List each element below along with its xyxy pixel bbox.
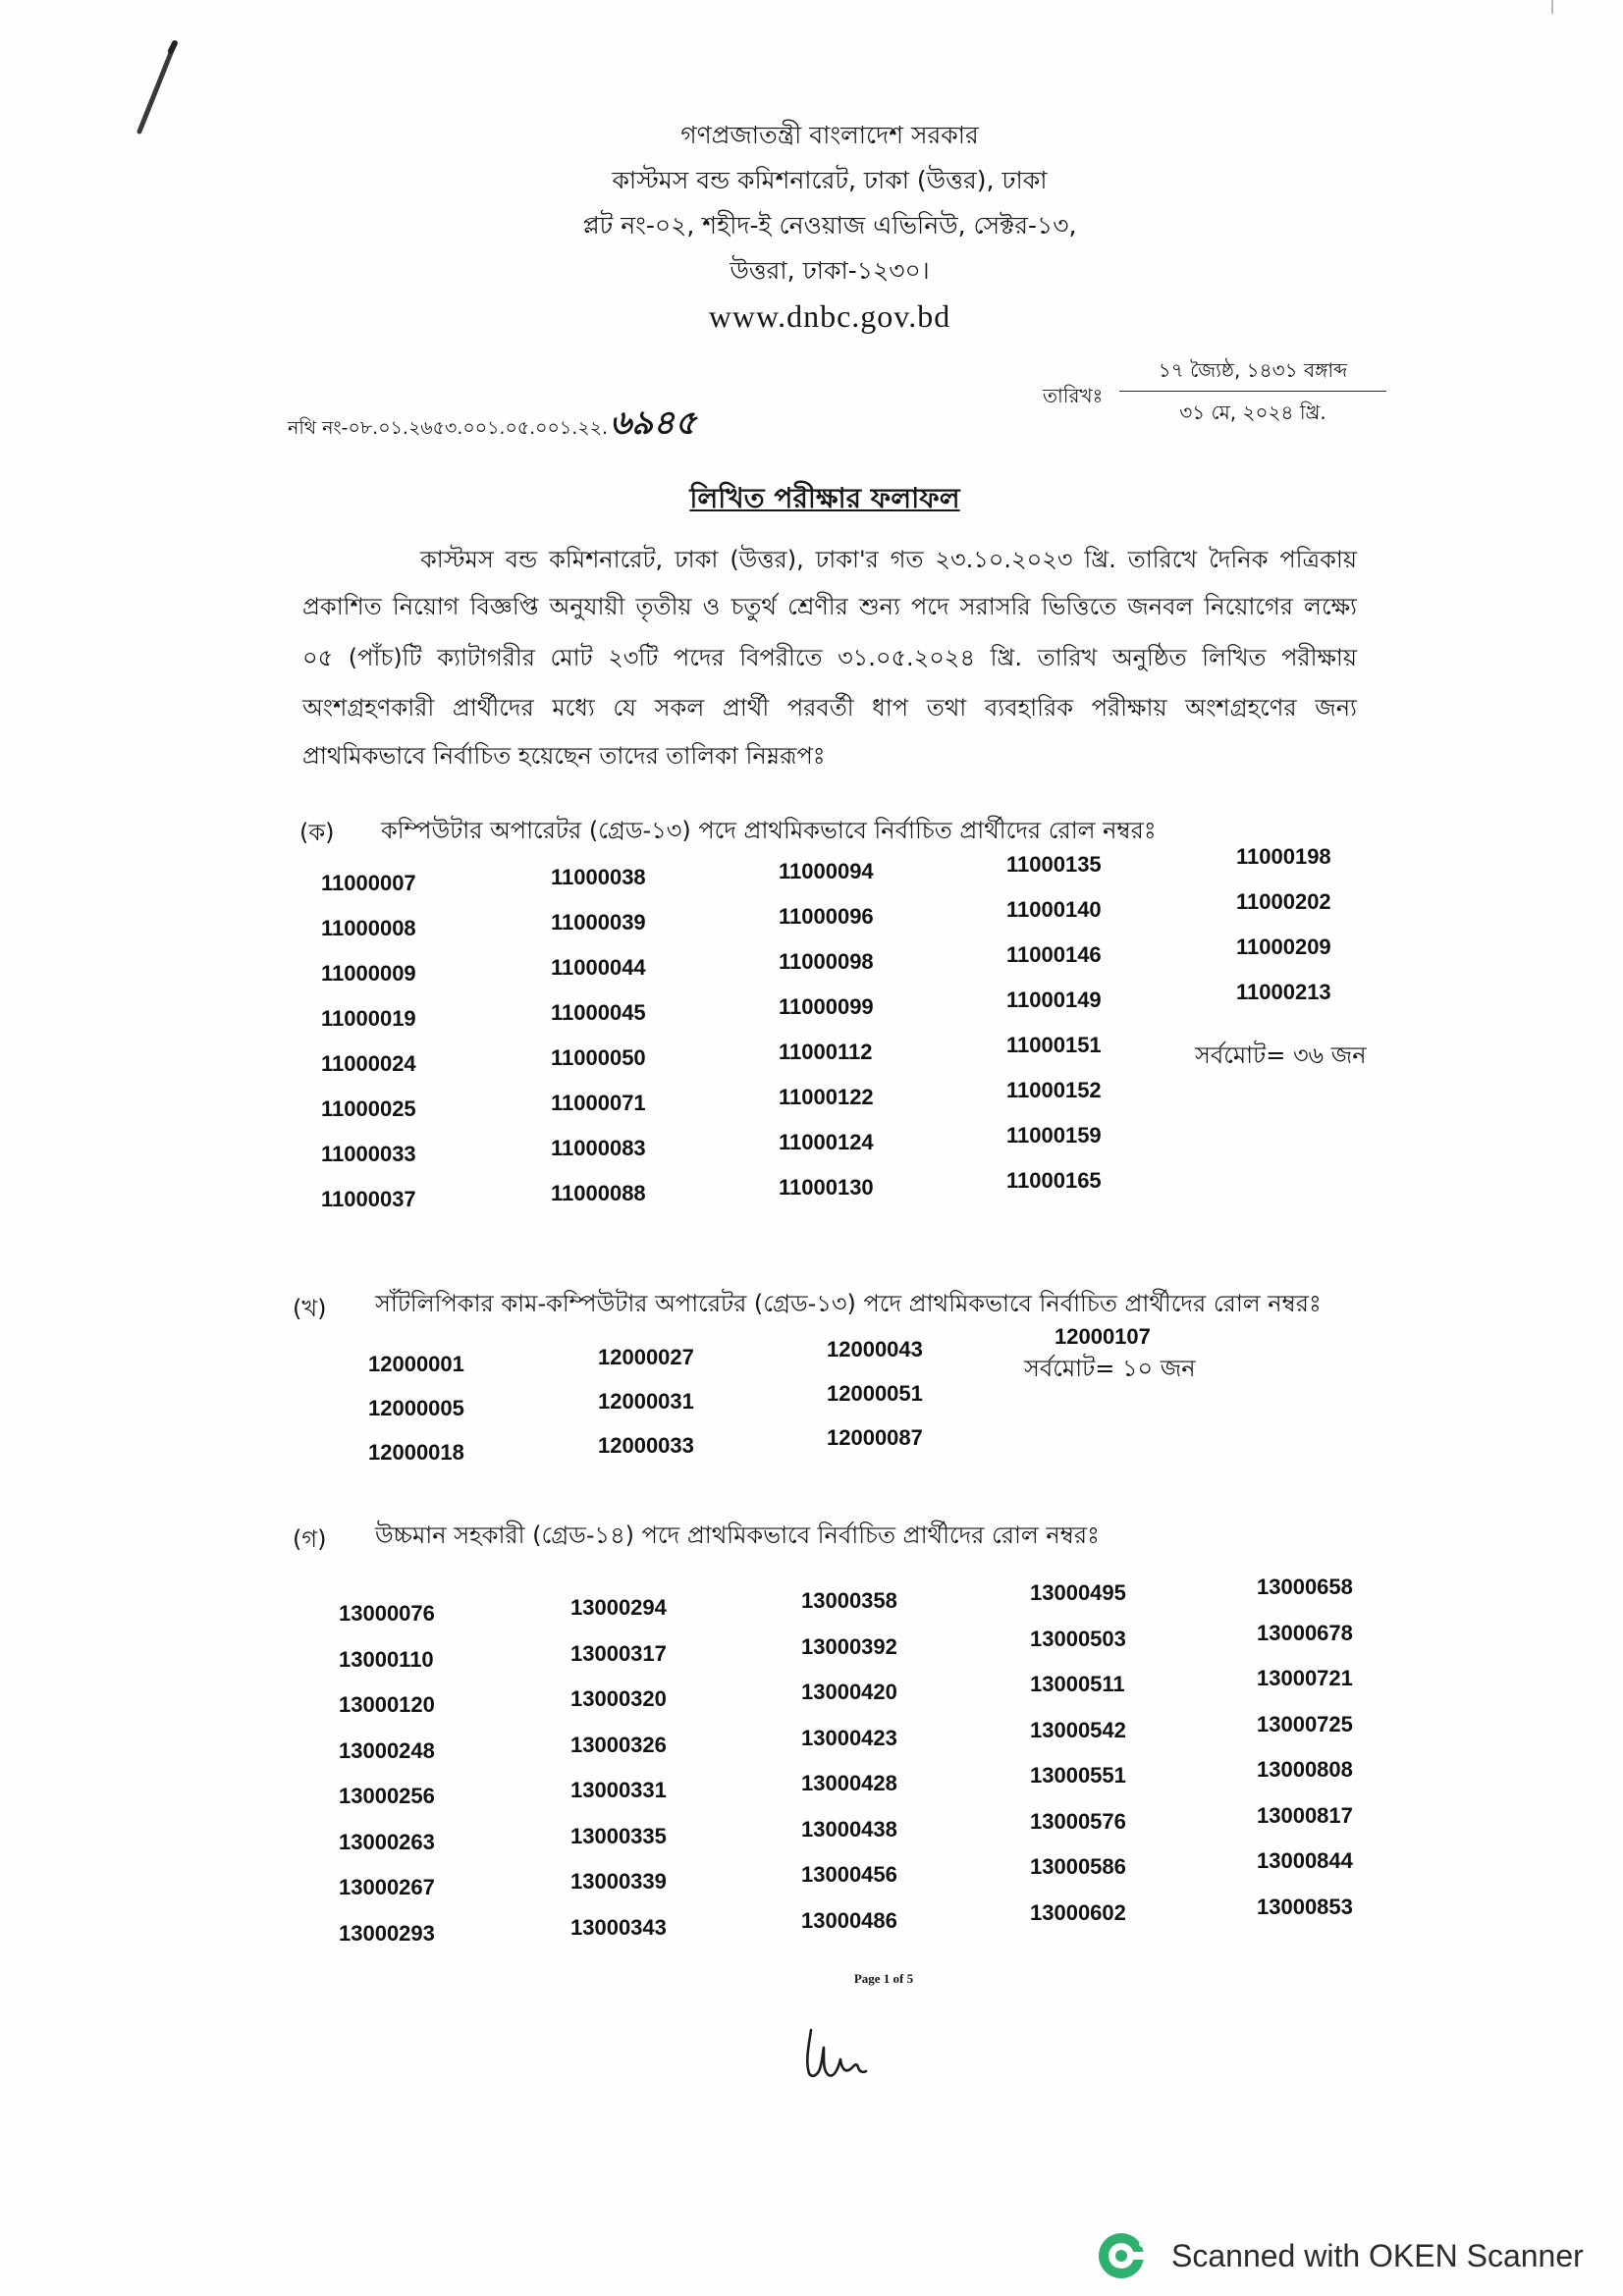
roll-number: 13000248 [339,1737,435,1763]
roll-number: 13000602 [1030,1899,1126,1925]
roll-number: 13000438 [801,1816,897,1842]
roll-number: 11000165 [1006,1168,1102,1193]
roll-number: 13000808 [1257,1757,1353,1782]
roll-number: 11000209 [1236,934,1331,959]
roll-number: 11000045 [551,1000,646,1025]
roll-column [570,1585,667,1950]
roll-number: 11000007 [321,871,416,895]
roll-number: 12000031 [598,1389,694,1414]
office-name: কাস্টমস বন্ড কমিশনারেট, ঢাকা (উত্তর), ঢাকা [612,166,1048,194]
roll-number: 13000486 [801,1907,897,1933]
section-heading: সাঁটলিপিকার কাম-কম্পিউটার অপারেটর (গ্রেড-১৩) পদে প্রাথমিকভাবে নির্বাচিত প্রার্থীদের রোল নম্বরঃ [375,1290,1322,1317]
roll-number: 11000096 [779,904,874,929]
roll-column [321,861,416,1222]
roll-number: 13000725 [1257,1711,1353,1736]
document-title: লিখিত পরীক্ষার ফলাফল [689,482,960,514]
roll-number: 13000542 [1030,1717,1126,1742]
roll-number: 13000678 [1257,1620,1353,1645]
roll-number: 11000025 [321,1096,416,1121]
roll-number: 13000256 [339,1784,435,1808]
roll-number: 13000503 [1030,1626,1126,1651]
scanner-watermark-text: Scanned with OKEN Scanner [1171,2238,1584,2273]
roll-column [1030,1571,1126,1936]
roll-number: 11000019 [321,1006,416,1031]
roll-number: 13000392 [801,1633,897,1659]
roll-number: 13000586 [1030,1854,1126,1879]
roll-number: 13000339 [570,1869,667,1894]
roll-number: 11000038 [551,865,646,889]
signature [797,2022,876,2085]
roll-number: 13000326 [570,1732,667,1757]
roll-number: 11000122 [779,1085,874,1109]
roll-column [1257,1565,1353,1930]
roll-column [1006,842,1102,1203]
intro-line: প্রকাশিত নিয়োগ বিজ্ঞপ্তি অনুযায়ী তৃতীয় ও চতুর্থ শ্রেণীর শুন্য পদে সরাসরি ভিত্তিতে জনবল নিয়োগের লক্ষ্যে [302,593,1357,620]
roll-number: 13000423 [801,1725,897,1750]
roll-number: 13000721 [1257,1666,1353,1690]
roll-column [827,1327,923,1460]
intro-line: ০৫ (পাঁচ)টি ক্যাটাগরীর মোট ২৩টি পদের বিপরীতে ৩১.০৫.২০২৪ খ্রি. তারিখ অনুষ্ঠিত লিখিত পরীক্ষায় [302,644,1357,671]
roll-number: 12000107 [1055,1324,1151,1349]
date-bangla: ১৭ জ্যৈষ্ঠ, ১৪৩১ বঙ্গাব্দ [1158,358,1348,382]
roll-number: 13000120 [339,1692,435,1717]
section-marker: (ক) [299,819,335,846]
letterhead [525,113,1134,339]
roll-number: 11000198 [1236,844,1331,869]
roll-number: 13000263 [339,1829,435,1854]
office-address-line1: প্লট নং-০২, শহীদ-ই নেওয়াজ এভিনিউ, সেক্টর-১৩, [582,211,1077,240]
roll-column [551,855,646,1216]
roll-column [801,1578,897,1944]
roll-number: 13000293 [339,1920,435,1946]
date-gregorian: ৩১ মে, ২০২৪ খ্রি. [1179,400,1326,424]
roll-number: 11000112 [779,1040,873,1064]
date-label: তারিখঃ [1043,384,1104,407]
roll-number: 12000027 [598,1345,694,1369]
roll-number: 11000037 [321,1187,416,1211]
roll-number: 11000146 [1006,942,1102,967]
roll-number: 13000076 [339,1601,435,1626]
pen-stroke [118,29,196,147]
roll-number: 12000005 [368,1396,464,1420]
roll-number: 13000511 [1030,1672,1125,1696]
roll-number: 11000130 [779,1175,874,1200]
section-marker: (খ) [293,1295,327,1322]
roll-number: 13000358 [801,1588,897,1613]
roll-number: 13000844 [1257,1848,1353,1873]
roll-number: 12000051 [827,1381,923,1406]
memo-number-printed: নথি নং-০৮.০১.২৬৫৩.০০১.০৫.০০১.২২. [288,417,608,439]
date-divider [1119,391,1386,392]
total-count: সর্বমোট= ৩৬ জন [1195,1041,1367,1069]
roll-number: 13000320 [570,1686,667,1711]
roll-number: 11000135 [1006,852,1102,877]
roll-number: 11000159 [1006,1123,1102,1148]
roll-number: 13000331 [570,1778,667,1802]
roll-number: 11000050 [551,1045,646,1070]
roll-number: 13000267 [339,1875,435,1899]
roll-number: 13000110 [339,1646,434,1672]
roll-column [1055,1320,1151,1354]
roll-number: 13000456 [801,1862,897,1887]
roll-number: 12000043 [827,1337,923,1362]
page-number: Page 1 of 5 [853,1971,914,1986]
roll-number: 11000009 [321,961,416,986]
roll-number: 11000094 [779,859,874,883]
office-address-line2: উত্তরা, ঢাকা-১২৩০। [730,256,930,285]
roll-number: 13000420 [801,1680,897,1704]
roll-number: 11000039 [551,910,646,934]
government-name: গণপ্রজাতন্ত্রী বাংলাদেশ সরকার [680,121,979,149]
roll-number: 13000576 [1030,1808,1126,1834]
roll-number: 11000083 [551,1136,646,1160]
intro-line: প্রাথমিকভাবে নির্বাচিত হয়েছেন তাদের তালিকা নিম্নরূপঃ [302,742,826,770]
roll-number: 13000343 [570,1914,667,1940]
roll-number: 13000428 [801,1771,897,1795]
roll-number: 11000088 [551,1181,646,1205]
roll-column [368,1342,464,1474]
roll-number: 11000024 [321,1051,416,1076]
scan-mark [1551,0,1553,14]
roll-number: 13000294 [570,1595,667,1620]
section-heading: কম্পিউটার অপারেটর (গ্রেড-১৩) পদে প্রাথমিকভাবে নির্বাচিত প্রার্থীদের রোল নম্বরঃ [381,817,1157,844]
roll-number: 13000551 [1030,1763,1126,1788]
website-text: www.dnbc.gov.bd [708,298,951,334]
roll-column [1236,834,1331,1015]
roll-number: 11000033 [321,1142,416,1166]
memo-number-handwritten: ৬৯৪৫ [610,403,697,443]
roll-number: 13000853 [1257,1894,1353,1919]
roll-number: 13000658 [1257,1575,1353,1599]
roll-number: 12000033 [598,1433,694,1458]
section-heading: উচ্চমান সহকারী (গ্রেড-১৪) পদে প্রাথমিকভাবে নির্বাচিত প্রার্থীদের রোল নম্বরঃ [375,1522,1100,1549]
total-count: সর্বমোট= ১০ জন [1024,1355,1196,1382]
section-marker: (গ) [293,1525,327,1553]
roll-number: 13000817 [1257,1802,1353,1828]
roll-number: 11000098 [779,949,874,974]
roll-column [339,1591,435,1956]
roll-number: 11000008 [321,916,416,940]
memo-number [288,398,696,454]
roll-column [779,849,874,1210]
roll-number: 11000152 [1006,1078,1102,1102]
roll-number: 13000495 [1030,1580,1126,1605]
roll-number: 12000018 [368,1440,464,1465]
roll-number: 11000124 [779,1130,874,1154]
roll-number: 11000071 [551,1091,646,1115]
roll-number: 11000099 [779,994,874,1019]
roll-number: 11000149 [1006,988,1102,1012]
roll-number: 11000044 [551,955,646,980]
intro-line: অংশগ্রহণকারী প্রার্থীদের মধ্যে যে সকল প্রার্থী পরবর্তী ধাপ তথা ব্যবহারিক পরীক্ষায় অংশগ্রহণের জন্য [302,694,1357,721]
roll-number: 11000140 [1006,897,1102,922]
roll-number: 12000001 [368,1352,464,1376]
roll-number: 11000213 [1236,980,1331,1004]
roll-number: 12000087 [827,1425,923,1450]
roll-number: 11000202 [1236,889,1331,914]
roll-column [598,1335,694,1468]
roll-number: 13000335 [570,1823,667,1848]
roll-number: 13000317 [570,1640,667,1666]
roll-number: 11000151 [1006,1033,1102,1057]
oken-logo-icon [1096,2230,1149,2281]
intro-line: কাস্টমস বন্ড কমিশনারেট, ঢাকা (উত্তর), ঢাকা'র গত ২৩.১০.২০২৩ খ্রি. তারিখে দৈনিক পত্রিকায় [420,546,1357,573]
